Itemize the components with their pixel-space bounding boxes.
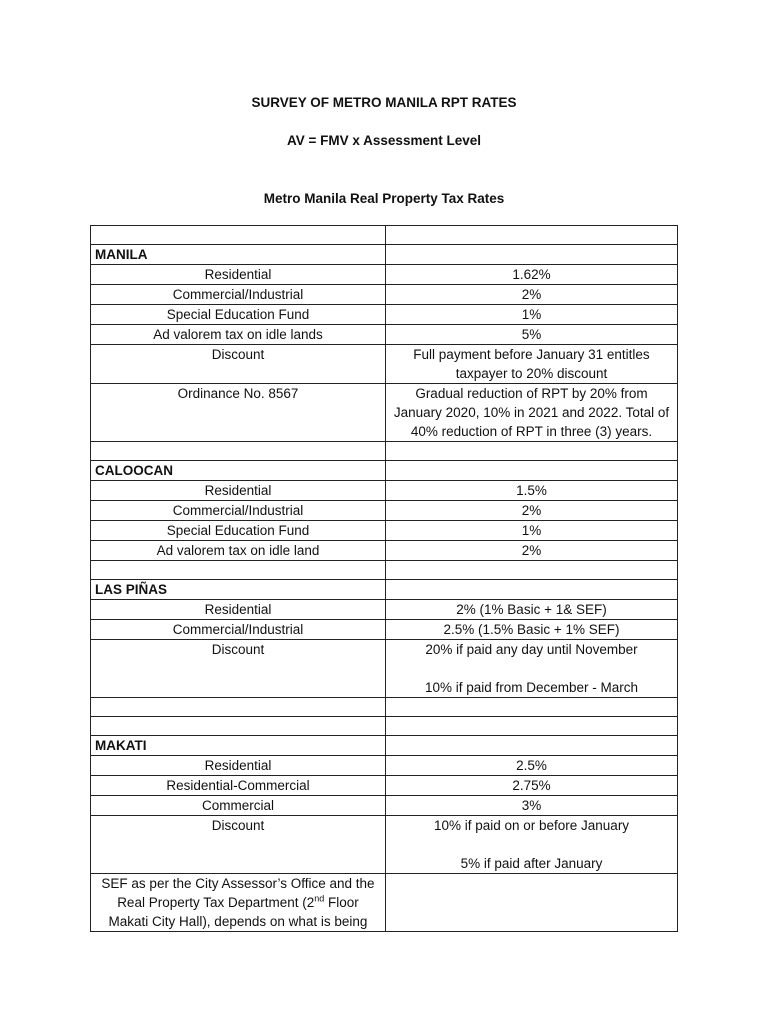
text-line: Full payment before January 31 entitles [413, 347, 650, 362]
table-row [91, 481, 678, 501]
assessment-formula: AV = FMV x Assessment Level [287, 133, 481, 148]
text-line: taxpayer to 20% discount [455, 366, 608, 381]
text-line: 10% if paid from December - March [424, 680, 639, 695]
superscript: nd [314, 893, 325, 904]
table-row [91, 226, 678, 245]
rate-value [386, 640, 678, 698]
rate-label: Residential [91, 481, 386, 501]
rate-label: Residential [91, 265, 386, 285]
rate-value: 1% [386, 305, 678, 325]
rate-label: Ad valorem tax on idle lands [91, 325, 386, 345]
rate-value: 1.5% [386, 481, 678, 501]
rate-label: Special Education Fund [91, 521, 386, 541]
rate-value: 3% [386, 796, 678, 816]
text-line: Gradual reduction of RPT by 20% from [415, 386, 648, 401]
city-name-makati: MAKATI [91, 736, 386, 756]
rate-value [386, 816, 678, 874]
text-line: Makati City Hall), depends on what is being [108, 914, 368, 929]
table-row [91, 600, 678, 620]
rate-label: Discount [91, 816, 386, 874]
table-row [91, 717, 678, 736]
table-row [91, 461, 678, 481]
rate-value: 2% (1% Basic + 1& SEF) [386, 600, 678, 620]
rate-value: 5% [386, 325, 678, 345]
text-line: 5% if paid after January [460, 856, 603, 871]
text-line: January 2020, 10% in 2021 and 2022. Total of [393, 405, 670, 420]
table-row [91, 874, 678, 932]
table-row [91, 816, 678, 874]
rate-value [386, 384, 678, 442]
city-name-manila: MANILA [91, 245, 386, 265]
table-row [91, 620, 678, 640]
table-row [91, 345, 678, 384]
city-name-caloocan: CALOOCAN [91, 461, 386, 481]
table-row [91, 698, 678, 717]
text-fragment: Floor [324, 895, 359, 910]
table-row [91, 580, 678, 600]
rate-value: 1.62% [386, 265, 678, 285]
rate-label: Discount [91, 345, 386, 384]
rate-value: 2% [386, 501, 678, 521]
table-row [91, 325, 678, 345]
text-fragment: Real Property Tax Department (2 [117, 895, 315, 910]
rate-label: Residential [91, 756, 386, 776]
table-row [91, 756, 678, 776]
rate-value: 2.5% [386, 756, 678, 776]
table-row [91, 561, 678, 580]
text-line: SEF as per the City Assessor’s Office and the [101, 876, 375, 891]
table-row [91, 796, 678, 816]
rate-value: 2.75% [386, 776, 678, 796]
rate-label: Ad valorem tax on idle land [91, 541, 386, 561]
rate-label: Ordinance No. 8567 [91, 384, 386, 442]
rate-value: 2% [386, 541, 678, 561]
text-line [95, 893, 381, 912]
table-row [91, 736, 678, 756]
sef-note [91, 874, 386, 932]
text-line: 10% if paid on or before January [433, 818, 630, 833]
rate-label: Commercial/Industrial [91, 285, 386, 305]
text-line: 20% if paid any day until November [425, 642, 638, 657]
table-title: Metro Manila Real Property Tax Rates [263, 191, 505, 206]
table-row [91, 305, 678, 325]
rate-label: Special Education Fund [91, 305, 386, 325]
table-row [91, 245, 678, 265]
rate-label: Discount [91, 640, 386, 698]
rate-label: Commercial/Industrial [91, 620, 386, 640]
rate-label: Commercial [91, 796, 386, 816]
table-row [91, 384, 678, 442]
city-name-las-pinas: LAS PIÑAS [91, 580, 386, 600]
table-row [91, 541, 678, 561]
text-line: 40% reduction of RPT in three (3) years. [410, 424, 653, 439]
rate-label: Commercial/Industrial [91, 501, 386, 521]
rate-value: 2% [386, 285, 678, 305]
table-row [91, 640, 678, 698]
table-row [91, 521, 678, 541]
rate-value [386, 345, 678, 384]
rpt-rates-table [90, 225, 678, 932]
rate-label: Residential-Commercial [91, 776, 386, 796]
rate-value: 2.5% (1.5% Basic + 1% SEF) [386, 620, 678, 640]
rate-value: 1% [386, 521, 678, 541]
rate-label: Residential [91, 600, 386, 620]
table-row [91, 442, 678, 461]
table-row [91, 285, 678, 305]
table-row [91, 776, 678, 796]
document-title: SURVEY OF METRO MANILA RPT RATES [251, 95, 517, 110]
table-row [91, 501, 678, 521]
table-row [91, 265, 678, 285]
